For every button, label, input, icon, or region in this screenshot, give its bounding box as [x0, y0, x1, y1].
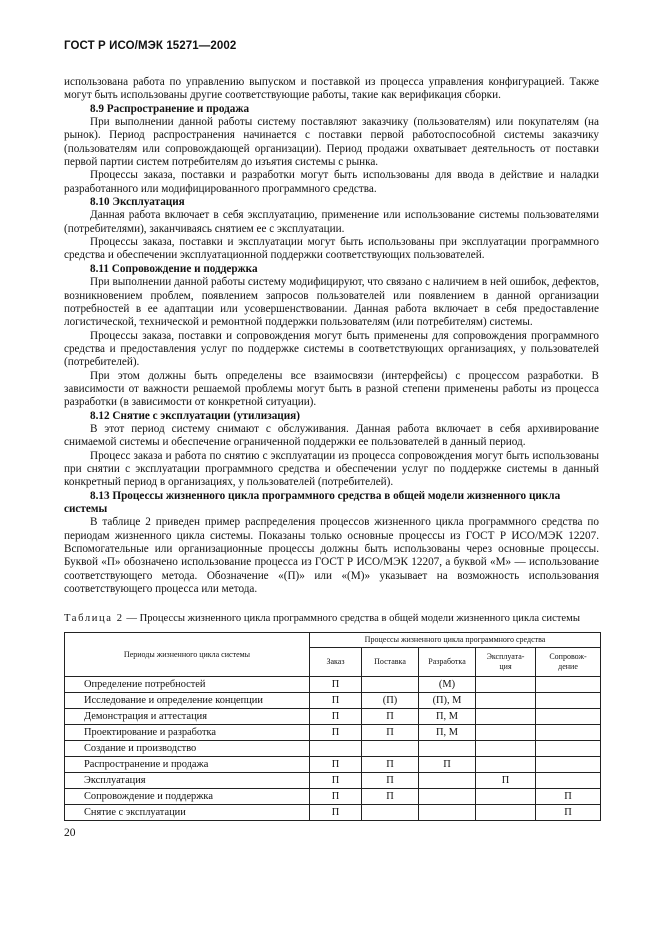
table-caption-text: — Процессы жизненного цикла программного средства в общей модели жизненного цикла системы — [123, 613, 580, 624]
process-cell: П — [310, 805, 362, 821]
process-cell — [476, 741, 536, 757]
table-row — [65, 741, 601, 757]
process-cell — [536, 709, 601, 725]
paragraph: Процесс заказа и работа по снятию с эксплуатации из процесса сопровождения могут быть использованы при снятии с эксплуатации программного средства и обеспечении услуг по поддержке системы в данный конкретный период в организациях, у пользователей (потребителей). — [64, 449, 599, 489]
processes-column-header: Процессы жизненного цикла программного средства — [310, 633, 601, 648]
process-cell: П — [419, 757, 476, 773]
table-row — [65, 757, 601, 773]
table-caption — [64, 613, 604, 624]
process-cell: П, М — [419, 725, 476, 741]
process-cell: П — [362, 773, 419, 789]
table-caption-label: Таблица 2 — [64, 613, 124, 624]
page-number: 20 — [64, 827, 76, 839]
paragraph: использована работа по управлению выпуском и поставкой из процесса управления конфигурацией. Также могут быть использованы другие соответствующие работы, такие как верификация сборки. — [64, 76, 599, 102]
process-cell — [536, 677, 601, 693]
process-cell — [476, 677, 536, 693]
process-cell: П — [362, 757, 419, 773]
process-cell: П — [362, 725, 419, 741]
process-column-header: Сопровож- дение — [536, 648, 601, 677]
period-cell: Создание и производство — [65, 741, 310, 757]
paragraph: Процессы заказа, поставки и эксплуатации могут быть использованы при эксплуатации программного средства и обеспечении эксплуатационной поддержки соответствующих пользователей. — [64, 236, 599, 262]
section-heading: 8.11 Сопровождение и поддержка — [90, 262, 258, 275]
process-cell: П — [310, 725, 362, 741]
process-column-header: Заказ — [310, 648, 362, 677]
paragraph: Процессы заказа, поставки и сопровождения могут быть применены для сопровождения программного средства и предоставления услуг по поддержке системы в соответствующих организациях, у пользователей (потребителей). — [64, 329, 599, 369]
paragraph: При выполнении данной работы систему поставляют заказчику (пользователям) или покупателям (на рынок). Период распространения начинается с поставки первой работоспособной системы заказчику (пользователям или сопровождающей организации). Период продажи охватывает деятельность от поставки первой партии систем потребителям до изъятия системы с рынка. — [64, 116, 599, 169]
table-row — [65, 677, 601, 693]
section-heading: 8.13 Процессы жизненного цикла программного средства в общей модели жизненного цикла системы — [64, 489, 561, 515]
process-cell — [536, 693, 601, 709]
table-row — [65, 725, 601, 741]
body-text — [64, 76, 599, 596]
table-row — [65, 789, 601, 805]
process-cell: П, М — [419, 709, 476, 725]
process-cell — [362, 677, 419, 693]
paragraph: В этот период систему снимают с обслуживания. Данная работа включает в себя архивирование снимаемой системы и обеспечение ограниченной поддержки ее пользователей в данный период. — [64, 422, 599, 449]
paragraph: При этом должны быть определены все взаимосвязи (интерфейсы) с процессом разработки. В зависимости от важности решаемой проблемы могут быть в разной степени применены работы из процесса разработки (в зависимости от конкретной ситуации). — [64, 369, 599, 409]
table-2 — [64, 632, 601, 821]
process-cell — [362, 741, 419, 757]
process-cell: П — [310, 789, 362, 805]
page-header: ГОСТ Р ИСО/МЭК 15271—2002 — [64, 40, 237, 52]
process-cell — [419, 805, 476, 821]
process-cell — [419, 773, 476, 789]
process-cell: П — [310, 709, 362, 725]
process-cell — [419, 789, 476, 805]
period-cell: Сопровождение и поддержка — [65, 789, 310, 805]
paragraph: Процессы заказа, поставки и разработки могут быть использованы для ввода в действие и наладки разработанного или модифицированного программного средства. — [64, 169, 599, 195]
process-cell — [419, 741, 476, 757]
process-column-header: Разработка — [419, 648, 476, 677]
table-row — [65, 773, 601, 789]
period-cell: Определение потребностей — [65, 677, 310, 693]
table-row — [65, 805, 601, 821]
paragraph: При выполнении данной работы систему модифицируют, что связано с наличием в ней ошибок, дефектов, возникновением проблем, появлением запросов пользователей или появлением в данной организации потребностей в ее адаптации или усовершенствовании. Данная работа включает в себя предоставление логистической, технической и ремонтной поддержки пользователям (или потребителям) системы. — [64, 276, 599, 329]
process-cell: П — [476, 773, 536, 789]
section-heading: 8.12 Снятие с эксплуатации (утилизация) — [90, 409, 300, 422]
process-cell — [310, 741, 362, 757]
process-cell: (П) — [362, 693, 419, 709]
process-cell: П — [362, 789, 419, 805]
period-cell: Снятие с эксплуатации — [65, 805, 310, 821]
process-cell — [536, 741, 601, 757]
process-cell: (П), М — [419, 693, 476, 709]
periods-column-header: Периоды жизненного цикла системы — [65, 633, 310, 677]
process-cell — [476, 725, 536, 741]
process-cell — [476, 757, 536, 773]
process-column-header: Эксплуата- ция — [476, 648, 536, 677]
process-cell — [536, 725, 601, 741]
period-cell: Демонстрация и аттестация — [65, 709, 310, 725]
process-cell — [536, 773, 601, 789]
period-cell: Распространение и продажа — [65, 757, 310, 773]
section-heading: 8.9 Распространение и продажа — [90, 102, 250, 115]
process-cell: П — [310, 677, 362, 693]
period-cell: Проектирование и разработка — [65, 725, 310, 741]
process-cell — [476, 693, 536, 709]
period-cell: Исследование и определение концепции — [65, 693, 310, 709]
table-row — [65, 709, 601, 725]
section-heading: 8.10 Эксплуатация — [90, 196, 185, 209]
process-cell — [476, 789, 536, 805]
paragraph: В таблице 2 приведен пример распределения процессов жизненного цикла программного средства по периодам жизненного цикла системы. Показаны только основные процессы из ГОСТ Р ИСО/МЭК 12207. Вспомогательные или организационные процессы должны быть использованы через основные процессы. Буквой «П» обозначено использование процесса из ГОСТ Р ИСО/МЭК 12207, а буквой «М» — использование соответствующего метода. Обозначение «(П)» или «(М)» указывает на возможность использования соответствующего процесса или метода. — [64, 516, 599, 596]
process-cell: П — [536, 789, 601, 805]
paragraph: Данная работа включает в себя эксплуатацию, применение или использование системы пользователями (потребителями), заканчиваясь снятием ее с эксплуатации. — [64, 209, 599, 235]
process-cell — [476, 805, 536, 821]
process-cell: (М) — [419, 677, 476, 693]
table-row — [65, 693, 601, 709]
process-cell — [476, 709, 536, 725]
period-cell: Эксплуатация — [65, 773, 310, 789]
process-cell: П — [362, 709, 419, 725]
process-cell: П — [310, 693, 362, 709]
process-cell — [362, 805, 419, 821]
process-cell: П — [310, 757, 362, 773]
process-cell: П — [536, 805, 601, 821]
process-cell: П — [310, 773, 362, 789]
process-cell — [536, 757, 601, 773]
process-column-header: Поставка — [362, 648, 419, 677]
